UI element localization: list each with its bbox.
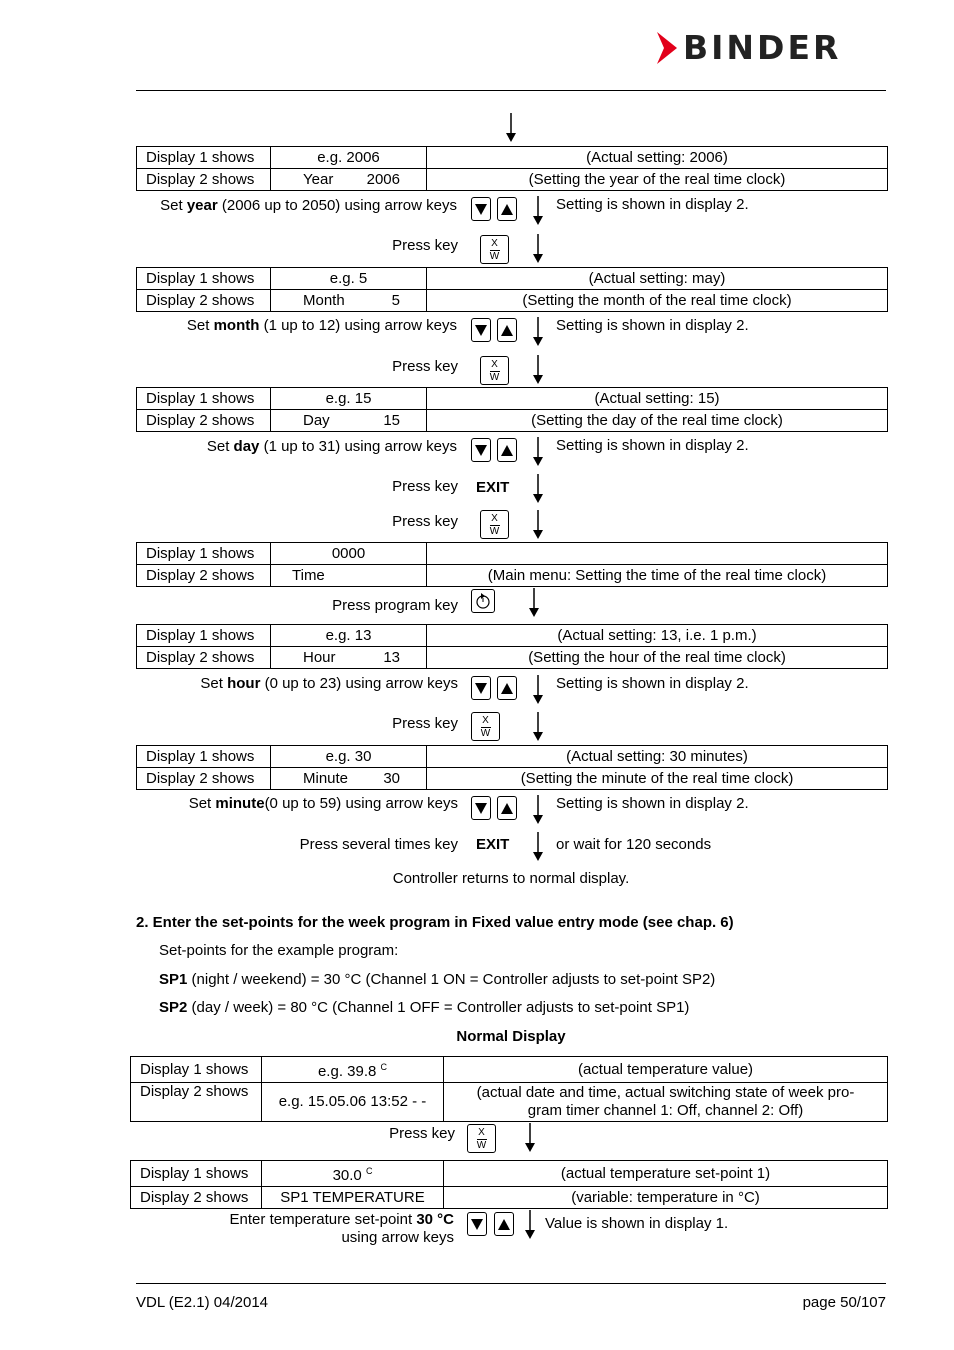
table-row [137,647,888,669]
row-value: e.g. 15 [271,388,427,410]
xw-key[interactable]: X W [467,1124,496,1153]
row-note: (Setting the day of the real time clock) [427,410,888,432]
setting-shown-note: Setting is shown in display 2. [556,317,749,334]
table-row [131,1161,888,1187]
press-key-label: Press key [392,237,458,254]
row-label: Display 1 shows [131,1057,262,1083]
row-note: (Setting the hour of the real time clock) [427,647,888,669]
row-value: SP1 TEMPERATURE [262,1187,444,1209]
display-table-time [136,542,888,587]
xw-key[interactable]: X W [480,356,509,385]
down-arrow-icon [532,832,544,862]
arrow-up-key[interactable] [497,796,517,820]
table-row [137,147,888,169]
down-arrow-icon [532,317,544,347]
row-value: 0000 [271,543,427,565]
brand-name: BINDER [683,28,842,67]
table-row [137,268,888,290]
press-key-label: Press key [392,478,458,495]
row-note: (Setting the month of the real time clock) [427,290,888,312]
normal-display-heading: Normal Display [456,1028,566,1045]
row-value: e.g. 5 [271,268,427,290]
table-row [137,625,888,647]
row-note: (Main menu: Setting the time of the real time clock) [427,565,888,587]
down-arrow-icon [532,712,544,742]
row-note: (actual date and time, actual switching state of week pro- gram timer channel 1: Off, channel 2: Off) [444,1083,888,1122]
display-table-setpoint [130,1160,888,1209]
table-row [137,565,888,587]
arrow-up-key[interactable] [497,318,517,342]
row-value: e.g. 39.8 $^C$ [262,1057,444,1083]
display-table-minute [136,745,888,790]
arrow-down-key[interactable] [471,796,491,820]
down-arrow-icon [524,1210,536,1240]
footer-version: VDL (E2.1) 04/2014 [136,1294,269,1311]
footer-rule [136,1283,886,1284]
instruction-set-year: Set year (2006 up to 2050) using arrow keys [160,197,457,214]
row-label: Display 2 shows [131,1083,262,1122]
row-note: (Setting the minute of the real time clock) [427,768,888,790]
arrow-up-key[interactable] [497,676,517,700]
row-label: Display 1 shows [137,268,271,290]
table-row [137,746,888,768]
table-row [137,169,888,191]
footer-page-number: page 50/107 [802,1294,886,1311]
row-value: Year 2006 [271,169,427,191]
arrow-down-key[interactable] [471,197,491,221]
table-row [137,768,888,790]
arrow-down-key[interactable] [467,1212,487,1236]
arrow-up-key[interactable] [494,1212,514,1236]
instruction-set-day: Set day (1 up to 31) using arrow keys [206,438,457,455]
row-label: Display 2 shows [137,565,271,587]
table-row [131,1057,888,1083]
table-row [131,1187,888,1209]
down-arrow-icon [532,196,544,226]
row-label: Display 2 shows [137,768,271,790]
row-label: Display 2 shows [137,290,271,312]
xw-key[interactable]: X W [471,712,500,741]
row-label: Display 1 shows [137,625,271,647]
returns-note: Controller returns to normal display. [392,870,630,887]
row-value: Hour 13 [271,647,427,669]
press-key-label: Press key [392,513,458,530]
table-row [137,410,888,432]
press-key-label: Press key [389,1125,455,1142]
down-arrow-icon [532,234,544,264]
binder-logo-mark-icon [655,30,679,66]
row-value: e.g. 15.05.06 13:52 - - [262,1083,444,1122]
row-label: Display 1 shows [137,543,271,565]
row-note: (actual temperature value) [444,1057,888,1083]
program-clock-icon [472,590,494,612]
row-value: 30.0 $^C$ [262,1161,444,1187]
row-note: (Actual setting: 2006) [427,147,888,169]
sp1-line: SP1 (night / weekend) = 30 °C (Channel 1 ON = Controller adjusts to set-point SP2) [159,971,716,988]
table-row [137,290,888,312]
instruction-set-month: Set month (1 up to 12) using arrow keys [186,317,457,334]
row-value: Minute 30 [271,768,427,790]
value-shown-note: Value is shown in display 1. [545,1215,729,1232]
down-arrow-icon [532,795,544,825]
setpoints-intro: Set-points for the example program: [159,942,399,959]
display-table-month [136,267,888,312]
xw-key[interactable]: X W [480,510,509,539]
program-key[interactable] [471,589,495,613]
row-note: (Actual setting: 30 minutes) [427,746,888,768]
arrow-down-key[interactable] [471,438,491,462]
section-heading: 2. Enter the set-points for the week program in Fixed value entry mode (see chap. 6) [136,914,734,931]
down-arrow-icon [532,474,544,504]
press-key-label: Press key [392,715,458,732]
header-rule [136,90,886,91]
row-label: Display 1 shows [137,388,271,410]
arrow-up-key[interactable] [497,197,517,221]
setting-shown-note: Setting is shown in display 2. [556,437,749,454]
arrow-down-key[interactable] [471,676,491,700]
row-value: e.g. 2006 [271,147,427,169]
row-note: (actual temperature set-point 1) [444,1161,888,1187]
row-label: Display 2 shows [137,647,271,669]
row-label: Display 1 shows [131,1161,262,1187]
setting-shown-note: Setting is shown in display 2. [556,196,749,213]
instruction-set-hour: Set hour (0 up to 23) using arrow keys [200,675,458,692]
down-arrow-icon [532,510,544,540]
table-row [137,388,888,410]
row-label: Display 1 shows [137,147,271,169]
down-arrow-icon [532,675,544,705]
display-table-hour [136,624,888,669]
row-value: Day 15 [271,410,427,432]
row-note: (variable: temperature in °C) [444,1187,888,1209]
table-row [137,543,888,565]
row-value: Time [271,565,427,587]
row-value: e.g. 30 [271,746,427,768]
down-arrow-icon [505,113,517,143]
row-note: (Setting the year of the real time clock) [427,169,888,191]
down-arrow-icon [524,1123,536,1153]
row-label: Display 2 shows [131,1187,262,1209]
down-arrow-icon [528,588,540,618]
arrow-up-key[interactable] [497,438,517,462]
binder-logo [655,30,841,66]
press-key-label: Press key [392,358,458,375]
press-program-key-label: Press program key [332,597,458,614]
table-row [131,1083,888,1122]
wait-note: or wait for 120 seconds [556,836,712,853]
row-note [427,543,888,565]
row-note: (Actual setting: 15) [427,388,888,410]
display-table-year [136,146,888,191]
press-several-times-label: Press several times key [299,836,458,853]
row-note: (Actual setting: may) [427,268,888,290]
instruction-enter-setpoint: Enter temperature set-point 30 °C using arrow keys [229,1211,454,1246]
row-value: e.g. 13 [271,625,427,647]
arrow-down-key[interactable] [471,318,491,342]
display-table-day [136,387,888,432]
instruction-set-minute: Set minute(0 up to 59) using arrow keys [188,795,458,812]
display-table-normal [130,1056,888,1122]
exit-key[interactable]: EXIT [476,836,510,853]
row-value: Month 5 [271,290,427,312]
row-label: Display 2 shows [137,169,271,191]
setting-shown-note: Setting is shown in display 2. [556,675,749,692]
row-note: (Actual setting: 13, i.e. 1 p.m.) [427,625,888,647]
setting-shown-note: Setting is shown in display 2. [556,795,749,812]
row-label: Display 1 shows [137,746,271,768]
down-arrow-icon [532,437,544,467]
sp2-line: SP2 (day / week) = 80 °C (Channel 1 OFF = Controller adjusts to set-point SP1) [159,999,690,1016]
exit-key[interactable]: EXIT [476,479,510,496]
xw-key[interactable]: X W [480,235,509,264]
row-label: Display 2 shows [137,410,271,432]
down-arrow-icon [532,355,544,385]
